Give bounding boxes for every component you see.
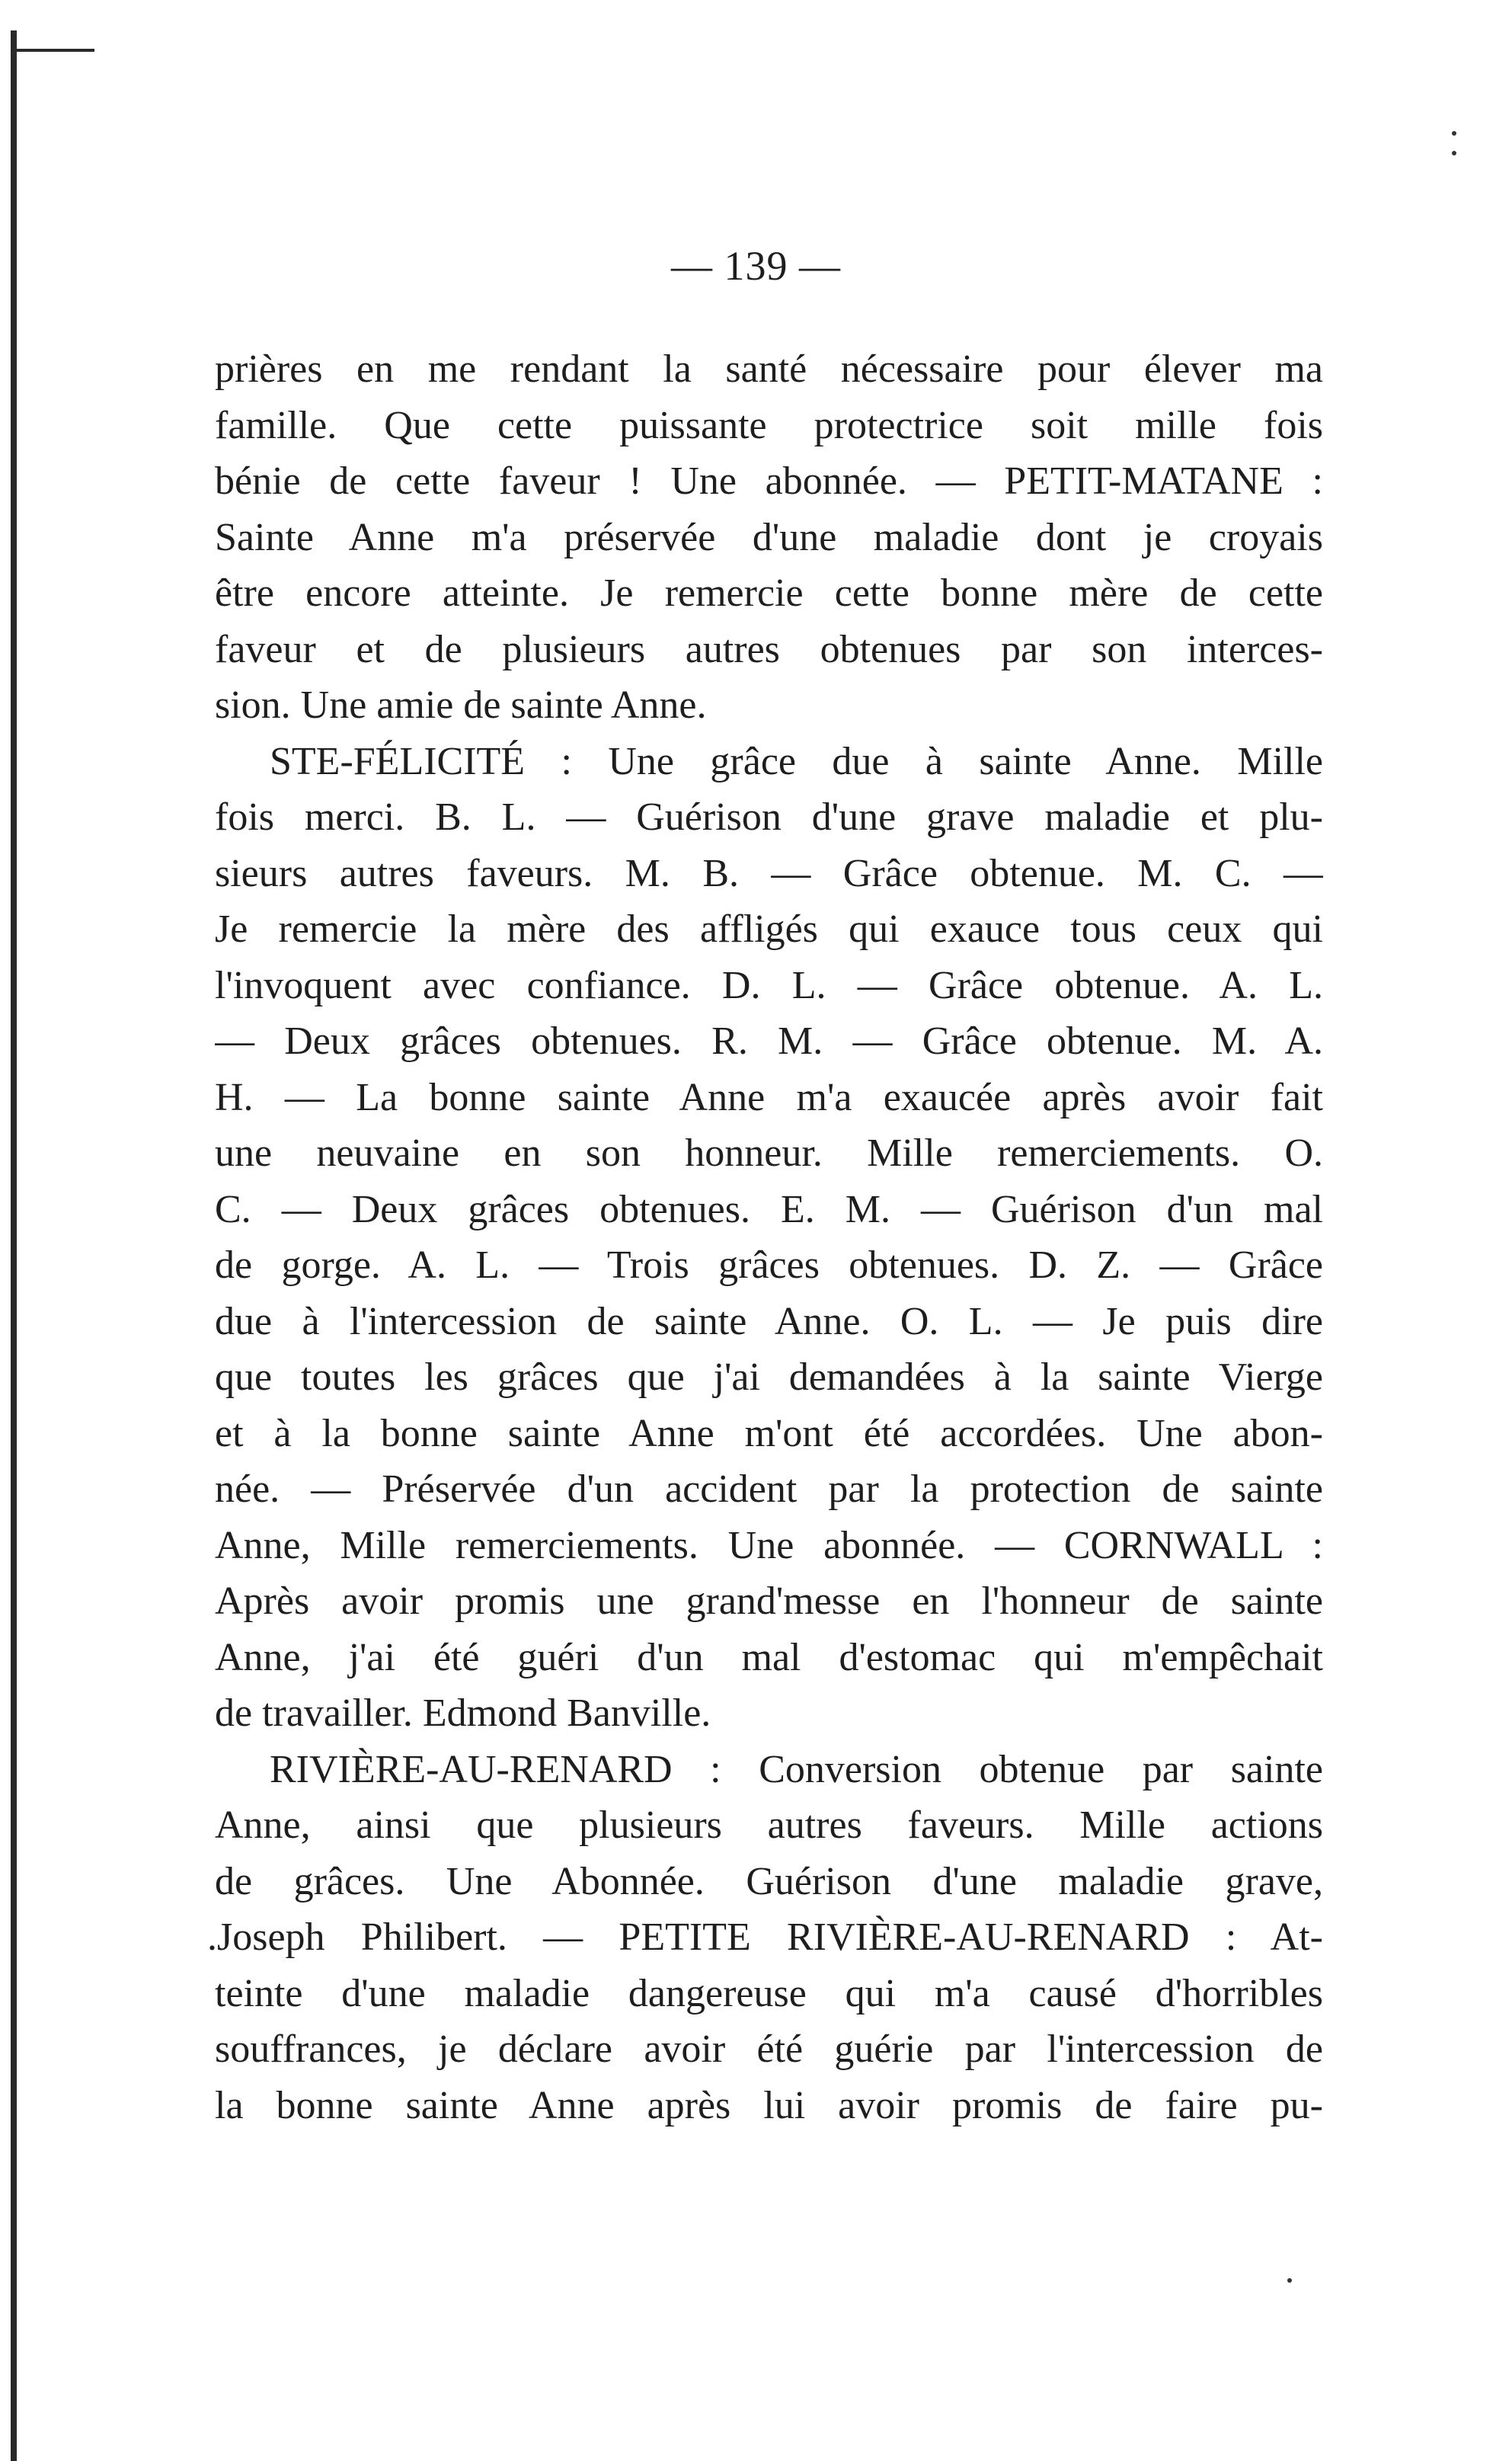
speck xyxy=(1452,151,1456,155)
text-line: Anne, Mille remerciements. Une abonnée. — CORNWALL : xyxy=(215,1523,1323,1567)
text-line: .Joseph Philibert. — PETITE RIVIÈRE-AU-RENARD : At- xyxy=(207,1915,1323,1959)
text-line: de gorge. A. L. — Trois grâces obtenues. D. Z. — Grâce xyxy=(215,1243,1323,1287)
text-line: faveur et de plusieurs autres obtenues par son interces- xyxy=(215,627,1323,671)
text-line: famille. Que cette puissante protectrice soit mille fois xyxy=(215,403,1323,447)
text-line: Je remercie la mère des affligés qui exauce tous ceux qui xyxy=(215,907,1323,951)
text-line: l'invoquent avec confiance. D. L. — Grâce obtenue. A. L. xyxy=(215,963,1323,1007)
text-line: de travailler. Edmond Banville. xyxy=(215,1691,711,1735)
text-line: être encore atteinte. Je remercie cette bonne mère de cette xyxy=(215,571,1323,615)
page-binding-edge xyxy=(11,30,17,2461)
text-line: prières en me rendant la santé nécessaire pour élever ma xyxy=(215,347,1323,391)
page-number: — 139 — xyxy=(671,243,841,289)
text-line: Anne, ainsi que plusieurs autres faveurs. Mille actions xyxy=(215,1803,1323,1847)
text-line: due à l'intercession de sainte Anne. O. L. — Je puis dire xyxy=(215,1299,1323,1343)
text-line: sieurs autres faveurs. M. B. — Grâce obtenue. M. C. — xyxy=(215,851,1323,895)
top-rule xyxy=(11,49,94,52)
text-line: H. — La bonne sainte Anne m'a exaucée après avoir fait xyxy=(215,1075,1323,1119)
text-line: C. — Deux grâces obtenues. E. M. — Guérison d'un mal xyxy=(215,1187,1323,1231)
text-line: que toutes les grâces que j'ai demandées à la sainte Vierge xyxy=(215,1355,1323,1399)
text-line: une neuvaine en son honneur. Mille remerciements. O. xyxy=(215,1131,1323,1175)
text-line: STE-FÉLICITÉ : Une grâce due à sainte Anne. Mille xyxy=(270,739,1323,783)
text-line: — Deux grâces obtenues. R. M. — Grâce obtenue. M. A. xyxy=(215,1019,1323,1063)
text-line: Sainte Anne m'a préservée d'une maladie dont je croyais xyxy=(215,515,1323,559)
text-line: et à la bonne sainte Anne m'ont été accordées. Une abon- xyxy=(215,1411,1323,1455)
text-line: souffrances, je déclare avoir été guérie par l'intercession de xyxy=(215,2027,1323,2071)
text-line: la bonne sainte Anne après lui avoir promis de faire pu- xyxy=(215,2083,1323,2127)
speck xyxy=(1287,2278,1292,2283)
speck xyxy=(1452,131,1456,136)
text-line: Après avoir promis une grand'messe en l'honneur de sainte xyxy=(215,1579,1323,1623)
text-line: teinte d'une maladie dangereuse qui m'a causé d'horribles xyxy=(215,1971,1323,2015)
text-line: bénie de cette faveur ! Une abonnée. — PETIT-MATANE : xyxy=(215,459,1323,503)
text-line: sion. Une amie de sainte Anne. xyxy=(215,683,707,727)
text-line: Anne, j'ai été guéri d'un mal d'estomac qui m'empêchait xyxy=(215,1635,1323,1679)
text-line: fois merci. B. L. — Guérison d'une grave maladie et plu- xyxy=(215,795,1323,839)
text-line: de grâces. Une Abonnée. Guérison d'une maladie grave, xyxy=(215,1859,1323,1903)
text-line: née. — Préservée d'un accident par la protection de sainte xyxy=(215,1467,1323,1511)
body-text xyxy=(207,341,1323,2133)
text-line: RIVIÈRE-AU-RENARD : Conversion obtenue par sainte xyxy=(270,1747,1323,1791)
